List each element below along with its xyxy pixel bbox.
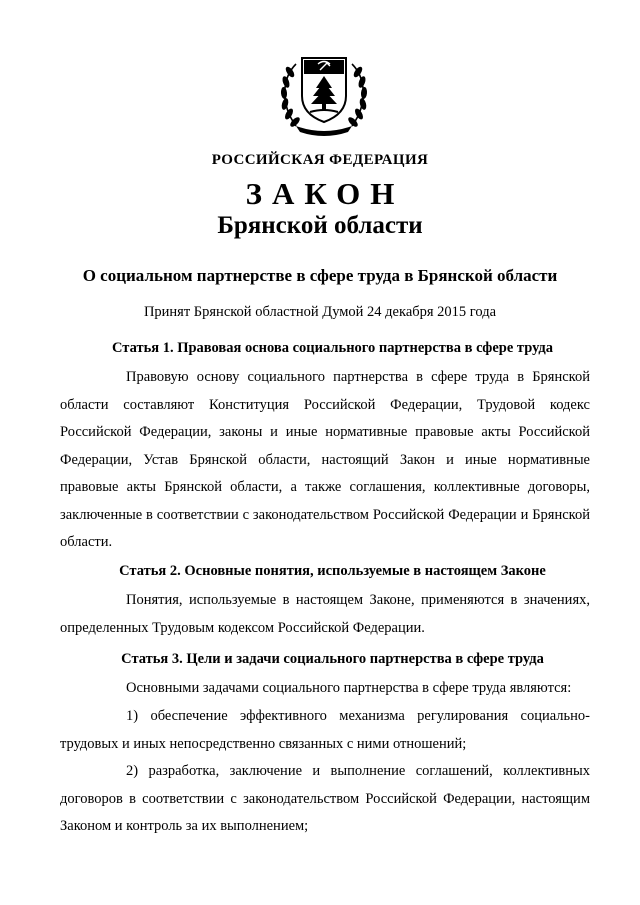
country-name: РОССИЙСКАЯ ФЕДЕРАЦИЯ xyxy=(211,152,429,168)
article-3-heading: Статья 3. Цели и задачи социального партнерства в сфере труда xyxy=(121,651,544,667)
article-3-paragraph-2: 1) обеспечение эффективного механизма регулирования социально-трудовых и иных непосредственно связанных с ними отношений; xyxy=(60,708,590,752)
coat-of-arms-icon xyxy=(276,50,372,136)
adoption-note: Принят Брянской областной Думой 24 декабря 2015 года xyxy=(143,304,497,320)
region-name: Брянской области xyxy=(217,212,423,239)
article-1-heading: Статья 1. Правовая основа социального партнерства в сфере труда xyxy=(112,340,553,356)
article-2-heading: Статья 2. Основные понятия, используемые в настоящем Законе xyxy=(119,563,546,579)
article-3-paragraph-3: 2) разработка, заключение и выполнение соглашений, коллективных договоров в соответствии с законодательством Российской Федерации, настоящим Законом и контроль за их выполнением; xyxy=(60,763,590,834)
document-type: ЗАКОН xyxy=(245,176,405,211)
article-3-paragraph-1: Основными задачами социального партнерства в сфере труда являются: xyxy=(126,680,572,696)
article-1-paragraph: Правовую основу социального партнерства в сфере труда в Брянской области составляют Конституция Российской Федерации, Трудовой кодекс Российской Федерации, законы и иные нормативные правовые акты Российской Федерации, Устав Брянской области, настоящий Закон и иные нормативные правовые акты Брянской области, а также соглашения, коллективные договоры, заключенные в соответствии с законодательством Российской Федерации и Брянской области. xyxy=(60,369,590,550)
article-2-paragraph: Понятия, используемые в настоящем Законе, применяются в значениях, определенных Трудовым кодексом Российской Федерации. xyxy=(60,592,590,636)
law-title: О социальном партнерстве в сфере труда в Брянской области xyxy=(82,266,558,285)
